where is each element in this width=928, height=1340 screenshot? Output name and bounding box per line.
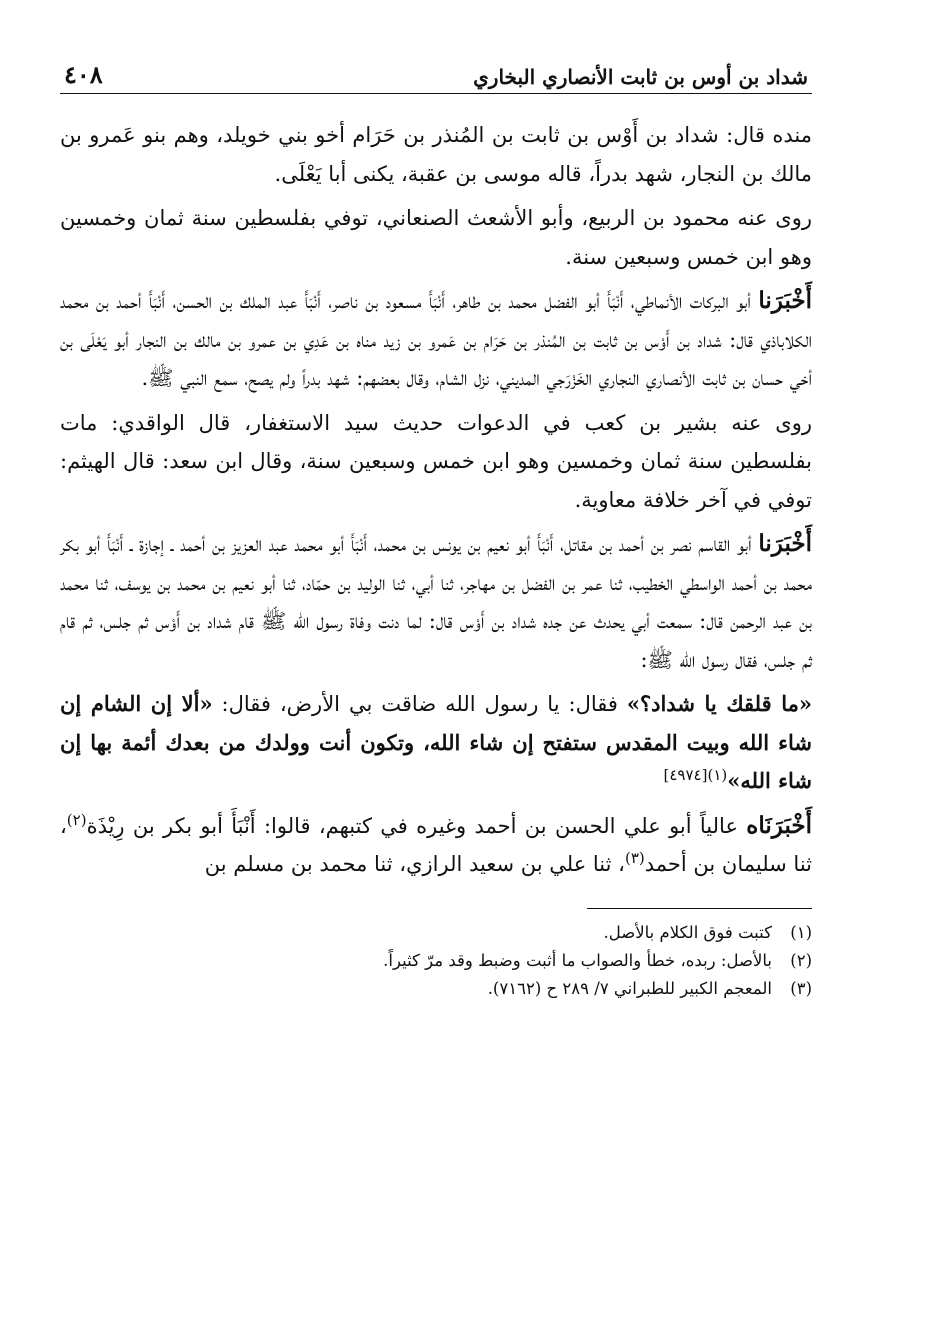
paragraph-text: منده قال: شداد بن أَوْس بن ثابت بن المُنذر بن حَرَام أخو بني خويلد، وهم بنو عَمرو بن مالك بن النجار، شهد بدراً، قاله موسى بن عقبة، يكنى أبا يَعْلَى.	[60, 123, 812, 186]
footnote	[60, 975, 812, 1003]
hadith-narration: فقال: يا رسول الله ضاقت بي الأرض، فقال:	[212, 692, 627, 716]
book-page	[60, 52, 812, 1003]
paragraph-text: ، ثنا سليمان بن أحمد	[60, 813, 812, 876]
paragraph	[60, 525, 812, 679]
paragraph-text: روى عنه بشير بن كعب في الدعوات حديث سيد الاستغفار، قال الواقدي: مات بفلسطين سنة ثمان وخمسين وهو ابن خمس وسبعين سنة، وقال ابن سعد: قال الهيثم: توفي في آخر خلافة معاوية.	[60, 410, 812, 512]
footnote-divider	[587, 908, 812, 909]
paragraph-text: عالياً أبو علي الحسن بن أحمد وغيره في كتبهم، قالوا: أَنْبَأَ أبو بكر بن رِيْذَة	[86, 813, 747, 838]
paragraph	[60, 404, 812, 520]
paragraph-lead: أَخْبَرَنا	[758, 530, 812, 557]
running-header	[60, 52, 812, 94]
hadith-quote: «ألا إن الشام إن شاء الله وبيت المقدس ستفتح إن شاء الله، وتكون أنت وولدك من بعدك أئمة بها إن شاء الله»	[60, 691, 812, 793]
footnote-text: المعجم الكبير للطبراني ٧/ ٢٨٩ ح (٧١٦٢).	[487, 978, 772, 998]
paragraph	[60, 282, 812, 398]
footnote-number: (١)	[790, 922, 812, 942]
paragraph-lead: أَخْبَرَنَاه	[746, 811, 812, 839]
footnote-ref: (١)[٤٩٧٤]	[663, 766, 728, 784]
paragraph	[60, 116, 812, 193]
hadith-quote: «ما قلقك يا شداد؟»	[626, 691, 813, 716]
page-number: ٤٠٨	[64, 60, 103, 89]
paragraph	[60, 807, 812, 884]
paragraph	[60, 199, 812, 276]
hadith-paragraph	[60, 685, 812, 801]
footnote	[60, 947, 812, 975]
paragraph-text: أبو البركات الأنماطي، أَنْبَأَ أبو الفضل محمد بن طاهر، أَنْبَأَ مسعود بن ناصر، أَنْبَأَ عبد الملك بن الحسن، أَنْبَأَ أحمد بن محمد الكلاباذي قال: شداد بن أَوْس بن ثابت بن المُنذر بن حَرَام بن عَمرو بن زيد مناه بن عَدِي بن عمرو بن مالك بن النجار أبو يَعْلَى بن أخي حسان بن ثابت الأنصاري النجاري الخَزْرَجي المديني، نزل الشام، وقال بعضهم: شهد بدراً ولم يصح، سمع النبي ﷺ.	[60, 289, 812, 390]
footnote-number: (٢)	[790, 950, 812, 970]
footnote-text: بالأصل: ربده، خطأ والصواب ما أثبت وضبط وقد مرّ كثيراً.	[383, 950, 772, 970]
paragraph-text: ، ثنا علي بن سعيد الرازي، ثنا محمد بن مسلم بن	[204, 852, 625, 876]
footnote-text: كتبت فوق الكلام بالأصل.	[603, 922, 772, 942]
footnote-ref: (٣)	[624, 849, 645, 867]
footnotes	[60, 919, 812, 1003]
footnote-number: (٣)	[790, 978, 812, 998]
paragraph-lead: أَخْبَرَنا	[758, 287, 812, 314]
footnote-ref: (٢)	[66, 810, 87, 829]
paragraph-text: أبو القاسم نصر بن أحمد بن مقاتل، أَنْبَأَ أبو نعيم بن يونس بن محمد، أَنْبَأَ أبو محمد عبد العزيز بن أحمد ـ إجازة ـ أَنْبَأَ أبو بكر محمد بن أحمد الواسطي الخطيب، ثنا عمر بن الفضل بن مهاجر، ثنا أبي، ثنا الوليد بن حمّاد، ثنا أبو نعيم بن محمد بن يوسف، ثنا محمد بن عبد الرحمن قال: سمعت أبي يحدث عن جده شداد بن أَوْس قال: لما دنت وفاة رسول الله ﷺ قام شداد بن أَوْس ثم جلس، ثم قام ثم جلس، فقال رسول الله ﷺ:	[60, 532, 812, 672]
footnote	[60, 919, 812, 947]
paragraph-text: روى عنه محمود بن الربيع، وأبو الأشعث الصنعاني، توفي بفلسطين سنة ثمان وخمسين وهو ابن خمس وسبعين سنة.	[60, 206, 812, 269]
main-text	[60, 116, 812, 884]
running-title: شداد بن أوس بن ثابت الأنصاري البخاري	[473, 65, 808, 89]
